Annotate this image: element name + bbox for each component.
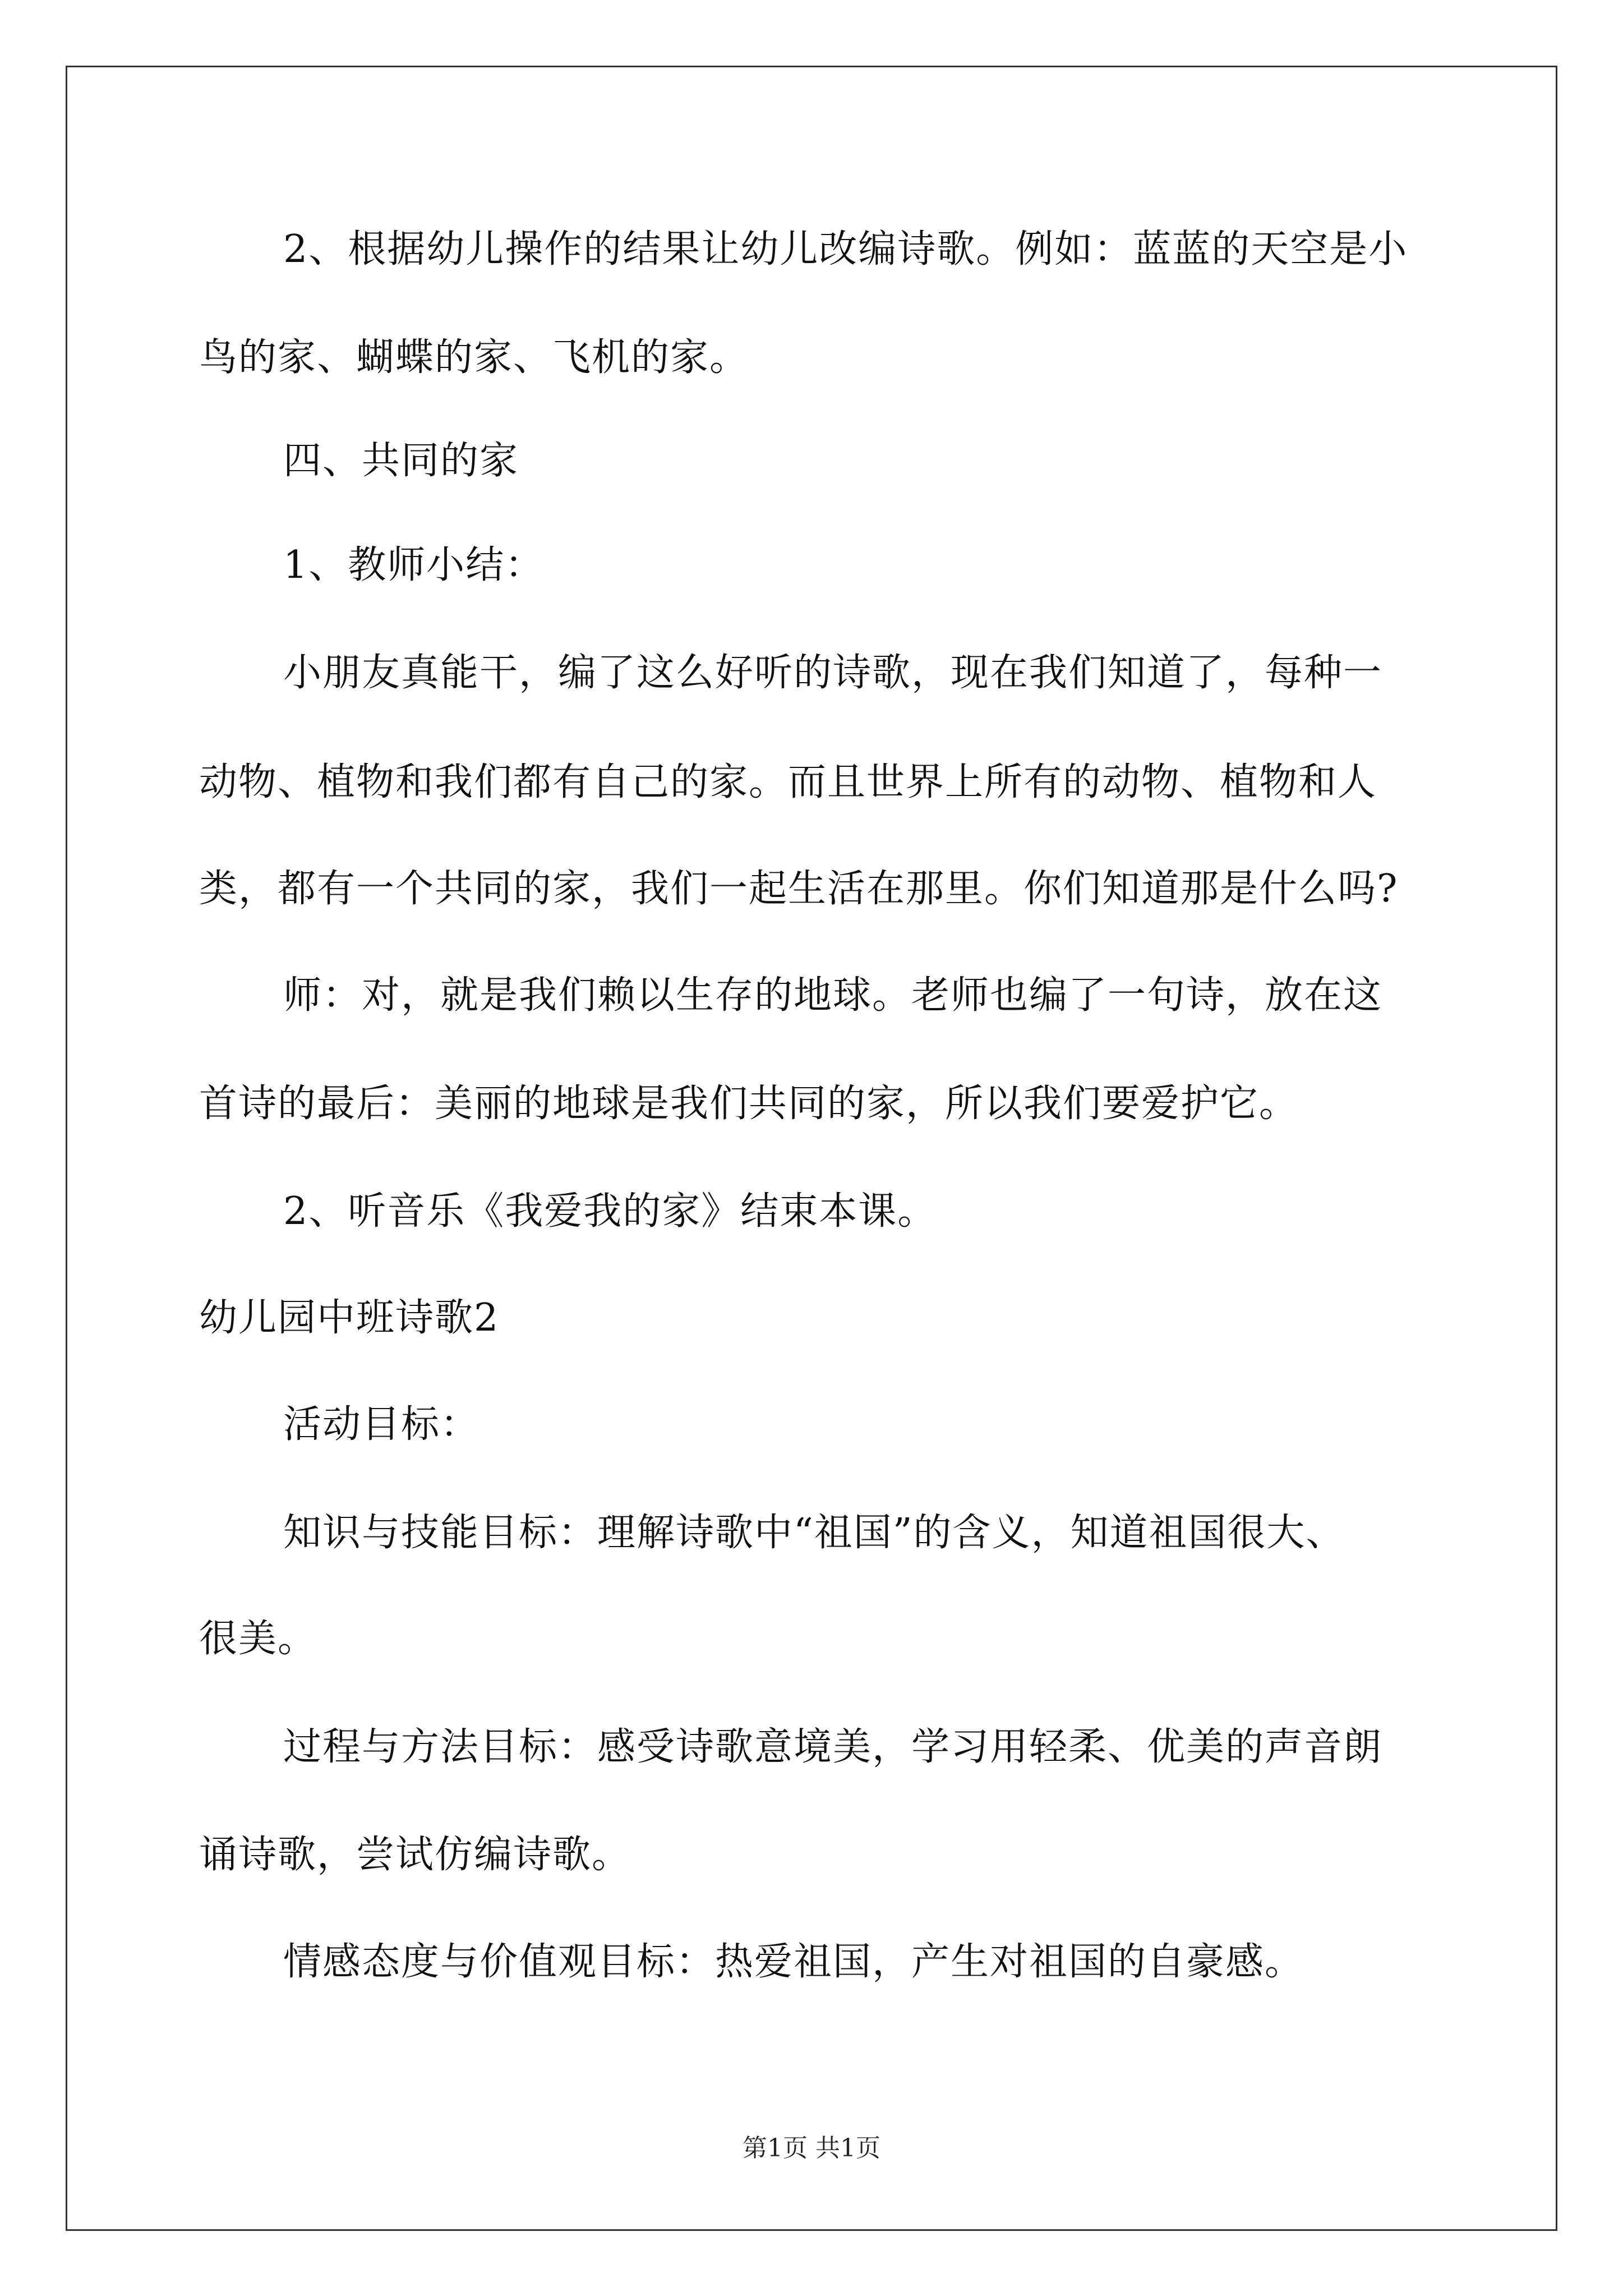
page-footer: 第1页 共1页 [743, 2134, 880, 2162]
paragraph-line: 动物、植物和我们都有自己的家。而且世界上所有的动物、植物和人 [199, 760, 1377, 804]
paragraph-line: 小朋友真能干，编了这么好听的诗歌，现在我们知道了，每种一 [283, 651, 1383, 695]
paragraph-line: 师：对，就是我们赖以生存的地球。老师也编了一句诗，放在这 [283, 973, 1383, 1018]
paragraph-line: 首诗的最后：美丽的地球是我们共同的家，所以我们要爱护它。 [199, 1082, 1299, 1126]
paragraph-line: 1、教师小结： [283, 543, 545, 587]
paragraph-line: 鸟的家、蝴蝶的家、飞机的家。 [199, 335, 749, 380]
paragraph-line: 2、听音乐《我爱我的家》结束本课。 [283, 1189, 937, 1234]
paragraph-line: 类，都有一个共同的家，我们一起生活在那里。你们知道那是什么吗? [199, 867, 1399, 911]
section-heading: 四、共同的家 [283, 439, 519, 483]
paragraph-line: 情感态度与价值观目标：热爱祖国，产生对祖国的自豪感。 [283, 1940, 1304, 1984]
paragraph-line: 很美。 [199, 1617, 317, 1661]
document-title: 幼儿园中班诗歌2 [199, 1296, 500, 1340]
page-border [66, 66, 1557, 2231]
section-heading: 活动目标： [283, 1402, 480, 1447]
paragraph-line: 2、根据幼儿操作的结果让幼儿改编诗歌。例如：蓝蓝的天空是小 [283, 227, 1408, 272]
paragraph-line: 诵诗歌，尝试仿编诗歌。 [199, 1833, 631, 1877]
paragraph-line: 知识与技能目标：理解诗歌中“祖国”的含义，知道祖国很大、 [283, 1511, 1345, 1555]
paragraph-line: 过程与方法目标：感受诗歌意境美，学习用轻柔、优美的声音朗 [283, 1725, 1383, 1769]
